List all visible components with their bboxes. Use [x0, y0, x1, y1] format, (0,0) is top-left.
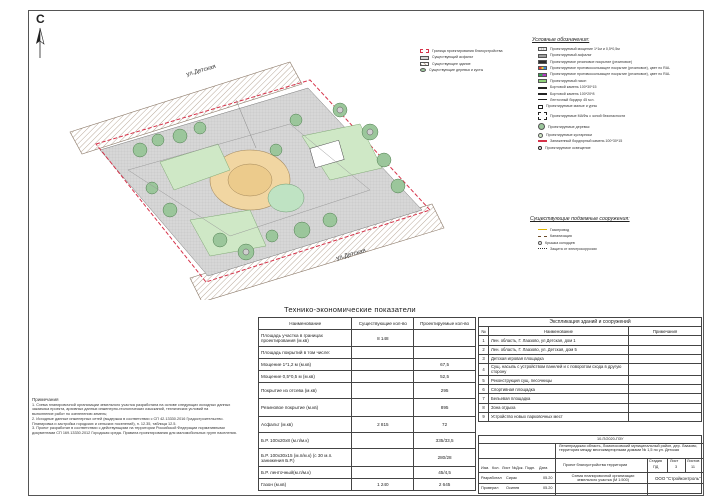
table-row: Газон (м.кв) 1 240 2 645 — [259, 479, 476, 491]
north-letter: С — [36, 12, 45, 26]
sheets-value: 11 — [691, 465, 695, 469]
notes-title: Примечания — [32, 397, 59, 402]
table-row: Б.Р. 100х20х8 (м.п/м.к) 335/33,5 — [259, 433, 476, 449]
street-label-bottom: ул.Детская — [335, 247, 367, 263]
table-row: 6 Спортивная площадка — [479, 385, 702, 394]
underground-title: Существующие подземные сооружения: — [530, 216, 630, 222]
table-row: 4 Сущ. насыпь с устройством панелей и с поворотом схода в другую сторону — [479, 363, 702, 375]
table-row: 9 Устройство новых парковочных мест — [479, 412, 702, 421]
table-row: Площадь покрытий в том числе: — [259, 347, 476, 359]
table-row: Резиновое покрытие (м.кв) 895 — [259, 399, 476, 417]
legend-underground: Газопровод Канализация Крышка колодцев Защита от электрокоррозии — [538, 227, 698, 253]
legend-project: Проектируемый мощение 1*1м и 0,5*0,5м Проектируемый асфальт Проектируемое резиновое покрытие (резиновое) Проектируемое противоскользящее покрытие (резиновое), цвет по RAL Проектируемое противоскользящее покрытие (резиновое), цвет по RAL Проектируемый газон Бортовой камень 100*30*15 Бортовой камень 100*20*8 Ленточный бордюр 45 м.п. Проектируемые малые и урны Проектируемые МАФы с зоной безопасности Проектируемые деревья Проектируемые кустарники Заниженный бордюрный камень 100*30*15 Проектируемое освещение — [538, 46, 704, 151]
explication-table — [478, 317, 702, 422]
table-row: 8 Зона отдыха — [479, 403, 702, 412]
building-swatch — [420, 62, 429, 66]
project-name: Проект благоустройства территории — [563, 463, 628, 467]
developer-name: Сирак — [506, 476, 517, 480]
table-row: 3 Детская игровая площадка — [479, 354, 702, 363]
table-row: 7 Бельевая площадка — [479, 394, 702, 403]
table-row: 5 Реконструкция сущ. песочницы — [479, 375, 702, 384]
table-row: Асфальт (м.кв) 2 815 72 — [259, 417, 476, 433]
stage-value: ПД — [653, 465, 659, 469]
tree-swatch — [420, 68, 426, 72]
asphalt-swatch — [420, 56, 429, 60]
table-row: 1 Лен. область, Г. Лаазово, ул Детская, дом 1 — [479, 336, 702, 345]
table-row: Б.Р. 100х30х15 (м.п/м.к) (с 30 м.п. занижения Б.Р.) 280/28 — [259, 449, 476, 467]
project-code: 10-П/2020-ПЗУ — [597, 437, 624, 441]
legend-title: Условные обозначения: — [532, 37, 590, 43]
expl-header-row: № Наименование Примечания — [479, 327, 702, 336]
table-row: Мощение 1*1,2 м (м.кв) 67,5 — [259, 359, 476, 371]
table-row: Покрытие из отсева (м.кв) 295 — [259, 383, 476, 399]
tep-table — [258, 317, 476, 491]
site-plan — [40, 40, 460, 300]
project-address: Ленинградская область, Ломоносовский муниципальный район, дер. Лаазово, территория между многоквартирными домами № 1,5 по ул. Детская — [559, 444, 698, 453]
table-row: Площадь участка в границах проектирования (м.кв) 8 148 — [259, 330, 476, 347]
legend-existing: Граница проектирования благоустройства Существующий асфальт Существующее здание Существующие деревья и кусты — [420, 48, 532, 74]
table-row: Мощение 0,5*0,5 м (м.кв) 52,5 — [259, 371, 476, 383]
notes: Примечания 1. Схема планировочной организации земельного участка разработана на основе следующих исходных данных заказчика проекта, архивных данных инженерно-геологических изысканий, технических условий на выполнение работ по озеленению земель; 2. Исходные данные инженерных сетей (выдержка в соответствии с СП 42.13330.2016 Градостроительство. Планировка и застройка городских и сельских поселений), п. 12.35, таблица 12.5. 3. Проект разработан в соответствии с действующими на территории Российской Федерации нормативными документами СП 169.13330.2012 Городская среда. Правила проектирования для маломобильных групп населения. — [32, 398, 252, 436]
expl-title-row: Экспликация зданий и сооружений — [479, 318, 702, 327]
tep-header-row: Наименование Существующие кол-во Проектируемые кол-во — [259, 318, 476, 330]
sheet-title: Схема планировочной организации земельного участка (М 1:500) — [571, 474, 635, 483]
boundary-swatch — [420, 49, 429, 53]
table-row: 2 Лен. область, Г. Лаазово, ул. Детская, дом 5 — [479, 345, 702, 354]
checker-name: Осинев — [506, 486, 520, 490]
title-block: 10-П/2020-ПЗУ Ленинградская область, Ломоносовский муниципальный район, дер. Лаазово, территория между многоквартирными домами № 1,5 по ул. Детская Проект благоустройства территории Стадия Лист Листов ПД 3 11 Схема планировочной организации земельного участка (М 1:500) ООО "Стройконтроль" Изм. Кол. Лист №Док. Подп. Дата Разработал Сирак 05.20 Проверил Осинев 05.20 — [478, 435, 702, 494]
tep-title: Технико-экономические показатели — [284, 305, 416, 314]
street-label-top: ул.Детская — [185, 63, 217, 79]
sheet-value: 3 — [675, 465, 678, 469]
company-name: ООО "Стройконтроль" — [655, 476, 701, 481]
table-row: Б.Р. ленточный(м.п/м.к) 45/4,5 — [259, 467, 476, 479]
